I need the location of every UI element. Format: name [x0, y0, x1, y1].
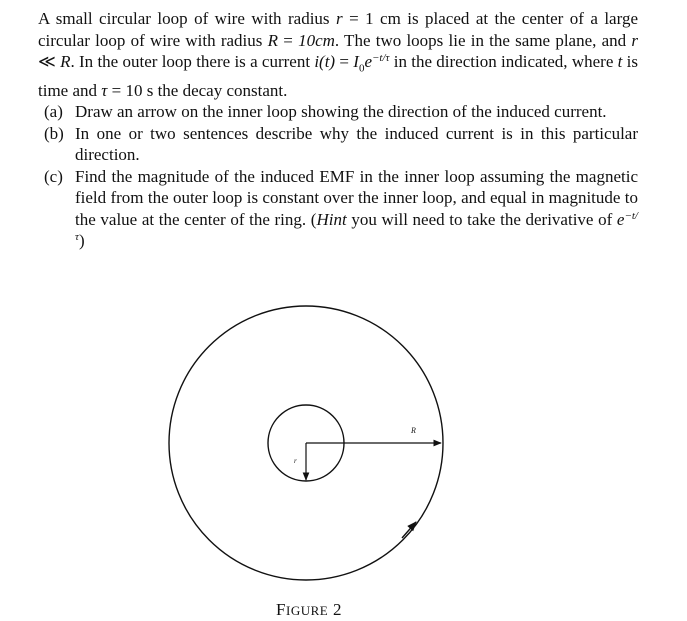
- label-R: R: [411, 426, 416, 435]
- problem-intro: A small circular loop of wire with radius r = 1 cm is placed at the center of a large circular loop of wire with radius R = 10cm. The two loops lie in the same plane, and r ≪ R. In the outer loop there is a current $i(t) = I_0e^{-t/\tau}$ in the direction indicated, where t is time and τ = 10 s the decay constant.: [38, 9, 639, 100]
- problem-parts: [38, 101, 638, 252]
- problem-statement: [38, 8, 638, 252]
- figure-caption: FIGURE 2: [276, 600, 342, 619]
- part-a: (a) Draw an arrow on the inner loop showing the direction of the induced current.: [44, 102, 607, 122]
- outer-loop: [169, 306, 443, 580]
- current-direction-arrow: [402, 522, 416, 538]
- part-b: (b) In one or two sentences describe why the induced current is in this particular direction.: [44, 123, 638, 165]
- part-c: (c) Find the magnitude of the induced EMF in the inner loop assuming the magnetic field from the outer loop is constant over the inner loop, and equal in magnitude to the value at the center of the ring. (Hint you will need to take the derivative of $e^{-t/\tau}$): [44, 166, 638, 251]
- inner-loop: [268, 405, 344, 481]
- label-r: r: [294, 457, 297, 465]
